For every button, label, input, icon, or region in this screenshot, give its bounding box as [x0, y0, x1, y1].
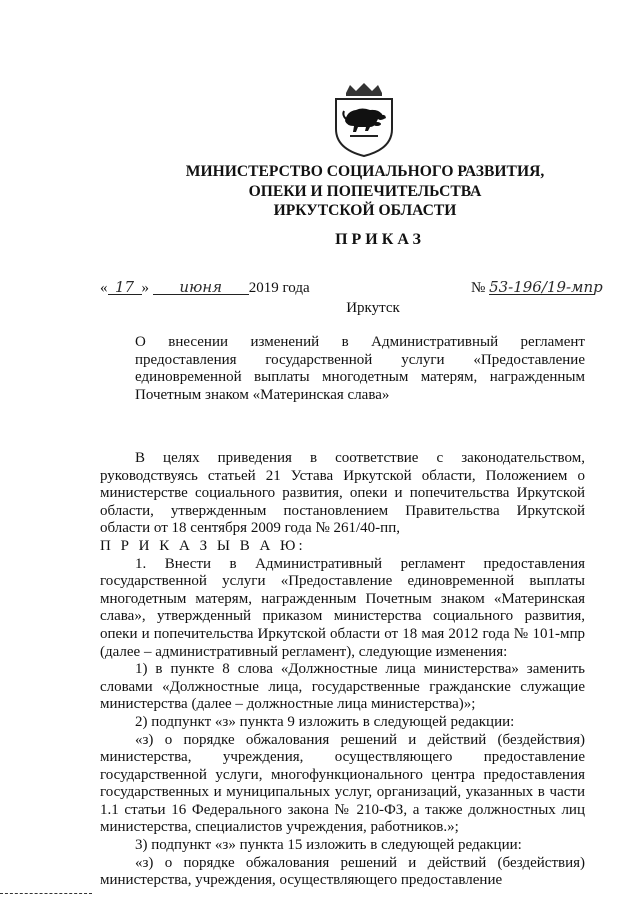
document-type-title: ПРИКАЗ [335, 231, 425, 248]
subitem-2-paragraph: 2) подпункт «з» пункта 9 изложить в следующей редакции: [135, 713, 515, 730]
document-number [471, 278, 603, 297]
number-sign: № [471, 280, 486, 296]
date-close-quote: » [141, 280, 149, 296]
item-1-paragraph: 1. Внести в Административный регламент предоставления государственной услуги «Предоставление единовременной выплаты многодетным матерям, награжденным Почетным знаком «Материнская слава», утвержденный приказом министерства социального развития, опеки и попечительства Иркутской области от 18 мая 2012 года № 101-мпр (далее – административный регламент), следующие изменения: [100, 555, 585, 660]
ministry-name-line-3: ИРКУТСКОЙ ОБЛАСТИ [273, 202, 457, 219]
subitem-2-text-paragraph: «з) о порядке обжалования решений и действий (бездействия) министерства, учреждения, осуществляющего предоставление государственной услуги, многофункционального центра предоставления государственных и муниципальных услуг, организаций, указанных в части 1.1 статьи 16 Федерального закона № 210-ФЗ, а также должностных лиц министерства, специалистов учреждения, работников.»; [100, 731, 585, 836]
number-value: 53-196/19-мпр [489, 278, 603, 296]
coat-of-arms-emblem [332, 83, 396, 157]
footer-dashed-line [0, 893, 92, 894]
date-day: 17 [108, 280, 142, 295]
subitem-1-paragraph: 1) в пункте 8 слова «Должностные лица министерства» заменить словами «Должностные лица, государственные гражданские служащие министерства (далее – должностные лица министерства)»; [100, 661, 585, 713]
order-word: П Р И К А З Ы В А Ю: [100, 537, 306, 554]
document-body [100, 450, 585, 890]
preamble-paragraph: В целях приведения в соответствие с законодательством, руководствуясь статьей 21 Устава Иркутской области, Положением о министерстве социального развития, опеки и попечительства Иркутской области, утвержденным постановлением Правительства Иркутской области от 18 сентября 2009 года № 261/40-пп, [100, 450, 585, 537]
date-year: 2019 года [248, 280, 310, 296]
subitem-3-paragraph: 3) подпункт «з» пункта 15 изложить в следующей редакции: [135, 837, 522, 854]
document-date [100, 280, 310, 297]
ministry-name-line-1: МИНИСТЕРСТВО СОЦИАЛЬНОГО РАЗВИТИЯ, [185, 163, 545, 180]
subitem-3-text-paragraph: «з) о порядке обжалования решений и действий (бездействия) министерства, учреждения, осуществляющего предоставление [100, 854, 585, 889]
date-month: июня [153, 280, 249, 295]
document-city: Иркутск [346, 300, 400, 316]
document-subject: О внесении изменений в Административный регламент предоставления государственной услуги «Предоставление единовременной выплаты многодетным матерям, награжденным Почетным знаком «Материнская слава» [135, 334, 585, 403]
date-open-quote: « [100, 280, 108, 296]
ministry-name-line-2: ОПЕКИ И ПОПЕЧИТЕЛЬСТВА [248, 183, 482, 200]
